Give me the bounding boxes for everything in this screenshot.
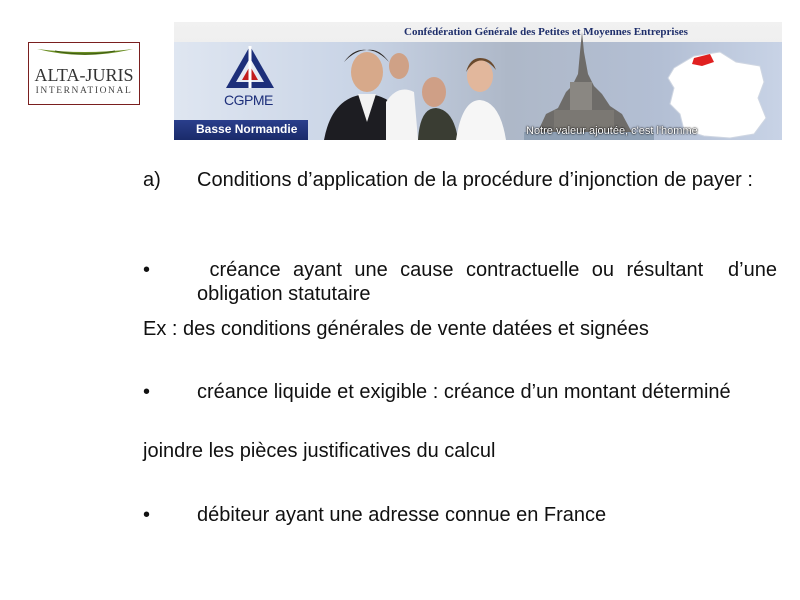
- heading-marker: a): [143, 169, 161, 191]
- bullet-text: débiteur ayant une adresse connue en France: [197, 504, 607, 526]
- banner-title: Confédération Générale des Petites et Moyennes Entreprises: [404, 26, 688, 38]
- banner-slogan: Notre valeur ajoutée, c'est l'homme: [526, 125, 698, 137]
- heading-text: Conditions d’application de la procédure d’injonction de payer :: [197, 169, 753, 191]
- bullet-item: [143, 258, 783, 306]
- cgpme-triangle-icon: [226, 46, 274, 88]
- bullet-text: créance ayant une cause contractuelle ou résultant d’une obligation statutaire: [197, 259, 783, 305]
- mont-saint-michel-photo: [524, 32, 654, 140]
- note-text: joindre les pièces justificatives du calcul: [143, 440, 496, 462]
- alta-juris-logo: [28, 42, 140, 105]
- logo-name: ALTA-JURIS: [34, 65, 134, 85]
- bullet-icon: •: [143, 504, 151, 526]
- note-text: Ex : des conditions générales de vente datées et signées: [143, 318, 649, 340]
- bullet-icon: •: [143, 259, 151, 281]
- cgpme-label: CGPME: [224, 92, 273, 108]
- logo-swoosh-icon: [35, 47, 135, 61]
- heading-item: [143, 168, 777, 192]
- people-photo: [324, 50, 506, 140]
- bullet-item: [143, 503, 777, 527]
- cgpme-banner: [174, 22, 782, 140]
- bullet-item: [143, 380, 777, 404]
- bullet-icon: •: [143, 381, 151, 403]
- bullet-text: créance liquide et exigible : créance d’un montant déterminé: [197, 381, 731, 403]
- region-label: Basse Normandie: [196, 122, 298, 136]
- logo-subtitle: INTERNATIONAL: [35, 86, 133, 96]
